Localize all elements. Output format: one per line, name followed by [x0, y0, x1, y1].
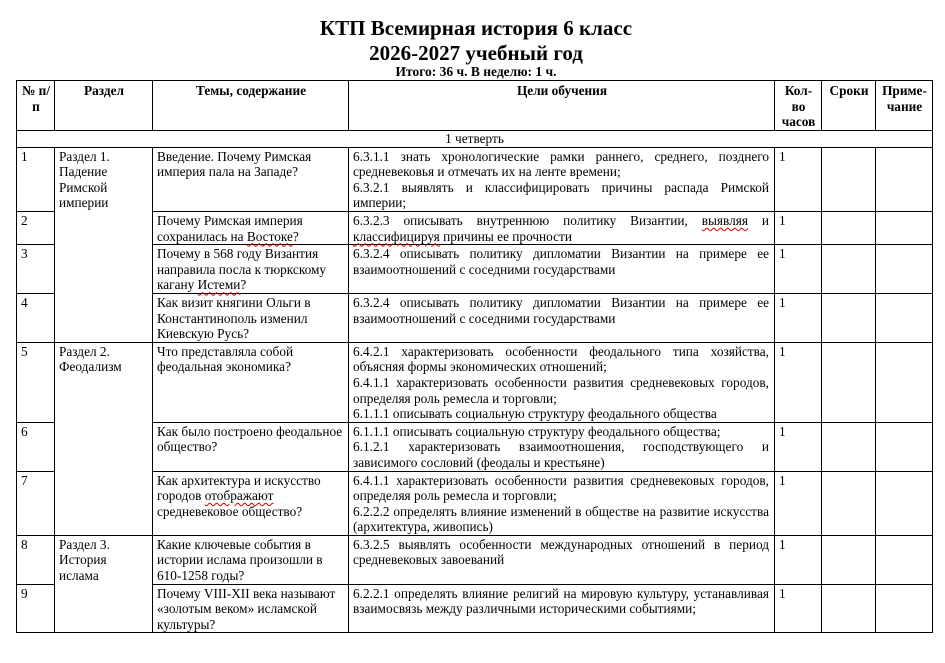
table-row	[17, 211, 933, 244]
notes-cell	[876, 342, 933, 422]
topic-cell: Как визит княгини Ольги в Константинополь изменил Киевскую Русь?	[153, 293, 349, 342]
topic-cell: Почему в 568 году Византия направила посла к тюркскому кагану Истеми?	[153, 245, 349, 294]
goal-item: 6.1.2.1 характеризовать взаимоотношения, господствующего и зависимого сословий (феодалы и крестьяне)	[353, 439, 769, 470]
table-row	[17, 471, 933, 535]
goals-cell	[349, 535, 775, 584]
dates-cell	[822, 422, 876, 471]
row-num: 9	[17, 584, 55, 633]
goal-item: 6.1.1.1 описывать социальную структуру феодального общества	[353, 406, 717, 422]
goal-item: 6.4.1.1 характеризовать особенности развития средневековых городов, определяя роль ремесла и торговли;	[353, 472, 769, 504]
goals-cell	[349, 422, 775, 471]
notes-cell	[876, 584, 933, 633]
section-cell: Раздел 3. История ислама	[55, 535, 153, 633]
goals-cell	[349, 211, 775, 244]
dates-cell	[822, 471, 876, 535]
dates-cell	[822, 342, 876, 422]
goals-cell	[349, 342, 775, 422]
dates-cell	[822, 147, 876, 211]
section-cell: Раздел 1. Падение Римской империи	[55, 147, 153, 342]
topic-cell: Какие ключевые события в истории ислама произошли в 610-1258 годы?	[153, 535, 349, 584]
goal-item: 6.1.1.1 описывать социальную структуру феодального общества;	[353, 423, 721, 439]
goal-item: 6.3.2.3 описывать внутреннюю политику Византии, выявляя и классифицируя причины ее прочности	[353, 212, 769, 244]
topic-cell: Почему Римская империя сохранилась на Востоке?	[153, 211, 349, 244]
topic-cell: Как было построено феодальное общество?	[153, 422, 349, 471]
table-row	[17, 147, 933, 211]
hours-cell: 1	[775, 471, 822, 535]
hours-cell: 1	[775, 245, 822, 294]
goals-cell	[349, 471, 775, 535]
table-row	[17, 422, 933, 471]
topic-cell: Введение. Почему Римская империя пала на Западе?	[153, 147, 349, 211]
row-num: 3	[17, 245, 55, 294]
notes-cell	[876, 471, 933, 535]
notes-cell	[876, 535, 933, 584]
row-num: 7	[17, 471, 55, 535]
header-topic: Темы, содержание	[153, 81, 349, 131]
goals-cell	[349, 584, 775, 633]
hours-summary: Итого: 36 ч. В неделю: 1 ч.	[395, 64, 557, 79]
section-cell: Раздел 2. Феодализм	[55, 342, 153, 535]
document-title: КТП Всемирная история 6 класс	[319, 16, 633, 40]
dates-cell	[822, 584, 876, 633]
school-year: 2026-2027 учебный год	[369, 41, 583, 65]
goal-item: 6.3.2.5 выявлять особенности международных отношений в период средневековых завоеваний	[353, 536, 769, 568]
goal-item: 6.4.1.1 характеризовать особенности развития средневековых городов, определяя роль ремесла и торговли;	[353, 374, 769, 406]
goal-item: 6.3.2.4 описывать политику дипломатии Византии на примере ее взаимоотношений с соседними государствами	[353, 246, 769, 277]
dates-cell	[822, 535, 876, 584]
quarter-row: 1 четверть	[17, 131, 933, 148]
dates-cell	[822, 245, 876, 294]
goal-item: 6.2.2.1 определять влияние религий на мировую культуру, устанавливая взаимосвязь между различными историческими событиями;	[353, 585, 769, 617]
goals-cell	[349, 245, 775, 294]
header-num: № п/п	[17, 81, 55, 131]
topic-cell: Почему VIII-XII века называют «золотым веком» исламской культуры?	[153, 584, 349, 633]
curriculum-table	[16, 80, 933, 633]
hours-cell: 1	[775, 535, 822, 584]
spellcheck-word: отображают	[204, 488, 274, 504]
table-row	[17, 342, 933, 422]
goal-item: 6.3.2.4 описывать политику дипломатии Византии на примере ее взаимоотношений с соседними государствами	[353, 294, 769, 326]
notes-cell	[876, 293, 933, 342]
notes-cell	[876, 147, 933, 211]
header-hours: Кол-во часов	[775, 81, 822, 131]
hours-cell: 1	[775, 293, 822, 342]
notes-cell	[876, 211, 933, 244]
dates-cell	[822, 293, 876, 342]
goal-item: 6.4.2.1 характеризовать особенности феодального типа хозяйства, объясняя формы экономических отношений;	[353, 343, 769, 375]
row-num: 6	[17, 422, 55, 471]
hours-cell: 1	[775, 147, 822, 211]
header-dates: Сроки	[822, 81, 876, 131]
header-section: Раздел	[55, 81, 153, 131]
row-num: 5	[17, 342, 55, 422]
row-num: 2	[17, 211, 55, 244]
hours-cell: 1	[775, 422, 822, 471]
spellcheck-word: Истеми	[197, 277, 241, 293]
spellcheck-word: Востоке	[246, 228, 293, 244]
spellcheck-word: выявляя	[701, 212, 748, 228]
table-row	[17, 245, 933, 294]
goal-item: 6.3.2.1 выявлять и классифицировать причины распада Римской империи;	[353, 179, 769, 211]
hours-cell: 1	[775, 342, 822, 422]
topic-cell: Как архитектура и искусство городов отображают средневековое общество?	[153, 471, 349, 535]
notes-cell	[876, 245, 933, 294]
row-num: 4	[17, 293, 55, 342]
header-notes: Приме-чание	[876, 81, 933, 131]
row-num: 8	[17, 535, 55, 584]
table-row	[17, 535, 933, 584]
notes-cell	[876, 422, 933, 471]
header-goals: Цели обучения	[349, 81, 775, 131]
goal-item: 6.3.1.1 знать хронологические рамки раннего, среднего, позднего средневековья и отмечать их на ленте времени;	[353, 148, 769, 180]
dates-cell	[822, 211, 876, 244]
hours-cell: 1	[775, 211, 822, 244]
topic-cell: Что представляла собой феодальная экономика?	[153, 342, 349, 422]
table-row	[17, 584, 933, 633]
row-num: 1	[17, 147, 55, 211]
goal-item: 6.2.2.2 определять влияние изменений в обществе на развитие искусства (архитектура, живопись)	[353, 503, 769, 535]
table-row	[17, 293, 933, 342]
goals-cell	[349, 293, 775, 342]
goals-cell	[349, 147, 775, 211]
spellcheck-word: классифицируя	[353, 228, 440, 244]
hours-cell: 1	[775, 584, 822, 633]
